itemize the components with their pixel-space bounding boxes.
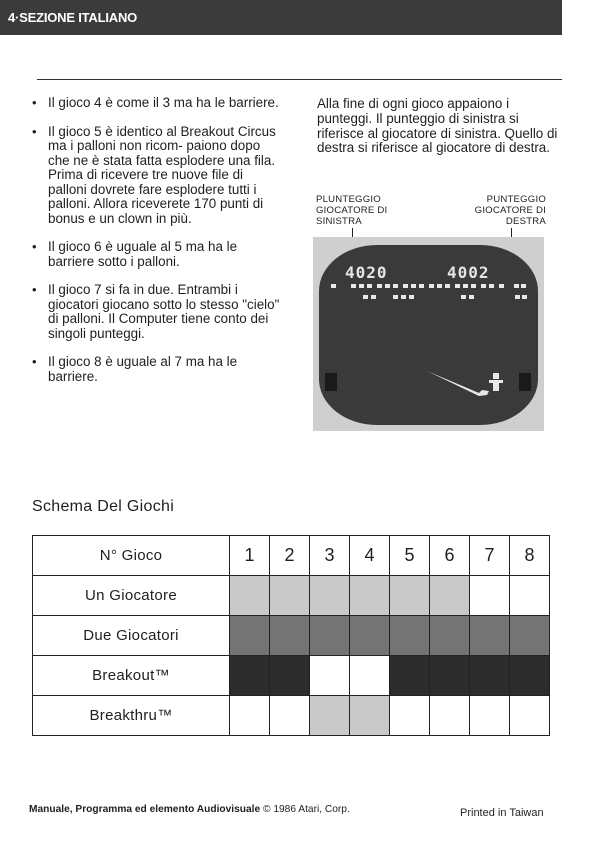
table-cell [230,696,270,736]
bullet-icon: • [32,239,37,254]
table-cell [230,656,270,696]
footer-printed: Printed in Taiwan [460,807,544,819]
list-item: • Il gioco 8 è uguale al 7 ma ha le barriere. [32,354,238,384]
schema-title: Schema Del Giochi [32,498,175,515]
table-cell [430,616,470,656]
bullet-icon: • [32,282,37,297]
table-cell [310,656,350,696]
list-item: • Il gioco 5 è identico al Breakout Circus ma i palloni non ricom- paiono dopo che ne è stata fatta esplodere una fila. Prima di ricevere tre nuove file di palloni dovrete fare esplodere tutti i palloni. Allora riceverete 170 punti di bonus e un clown in più. [32,123,276,226]
table-row [33,616,550,656]
table-cell [350,656,390,696]
game-number: 1 [230,536,270,576]
table-cell [390,696,430,736]
table-row [33,576,550,616]
row-label: Due Giocatori [33,616,230,656]
table-cell [270,696,310,736]
table-cell [310,576,350,616]
table-cell [270,576,310,616]
bullet-icon: • [32,95,37,110]
table-cell [470,616,510,656]
list-item: • Il gioco 7 si fa in due. Entrambi i giocatori giocano sotto lo stesso "cielo" di palloni. Il Computer tiene conto dei singoli punteggi. [32,282,280,341]
header-label: N° Gioco [33,536,230,576]
table-row [33,656,550,696]
row-label: Un Giocatore [33,576,230,616]
table-cell [350,576,390,616]
table-cell [430,656,470,696]
section-title: 4·SEZIONE ITALIANO [8,10,138,25]
table-cell [350,696,390,736]
left-score: 4020 [345,263,388,282]
table-cell [510,616,550,656]
table-cell [350,616,390,656]
footer-credits [29,804,350,815]
table-cell [470,696,510,736]
table-cell [510,656,550,696]
row-label: Breakout™ [33,656,230,696]
section-header-bar [0,0,562,35]
game-number: 7 [470,536,510,576]
horizontal-rule [37,79,562,80]
list-item: • Il gioco 4 è come il 3 ma ha le barriere. [32,95,279,110]
game-schema-table [32,535,550,736]
table-cell [390,576,430,616]
footer-manual-text: Manuale, Programma ed elemento Audiovisuale [29,804,261,815]
table-cell [430,576,470,616]
table-cell [230,576,270,616]
game-number: 6 [430,536,470,576]
table-cell [470,576,510,616]
table-cell [510,696,550,736]
bullet-icon: • [32,354,37,369]
table-cell [510,576,550,616]
scores-paragraph: Alla fine di ogni gioco appaiono i punteggi. Il punteggio di sinistra si riferisce al giocatore di sinistra. Quello di destra si riferisce al giocatore di destra. [317,96,558,156]
table-cell [270,656,310,696]
table-cell [390,656,430,696]
table-cell [470,656,510,696]
footer-copyright: © 1986 Atari, Corp. [263,804,350,815]
table-cell [230,616,270,656]
row-label: Breakthru™ [33,696,230,736]
tv-screen [319,245,538,425]
game-number: 2 [270,536,310,576]
game-number: 3 [310,536,350,576]
table-header-row [33,536,550,576]
game-description-list [32,96,282,398]
table-cell [310,616,350,656]
list-item: • Il gioco 6 è uguale al 5 ma ha le barriere sotto i palloni. [32,239,238,269]
table-cell [310,696,350,736]
right-score: 4002 [447,263,490,282]
game-screenshot [313,237,544,431]
game-number: 5 [390,536,430,576]
game-playfield [319,245,538,425]
table-row [33,696,550,736]
game-number: 4 [350,536,390,576]
right-score-label: PUNTEGGIO GIOCATORE DI DESTRA [474,194,546,227]
game-number: 8 [510,536,550,576]
table-cell [390,616,430,656]
table-cell [430,696,470,736]
left-score-label: PLUNTEGGIO GIOCATORE DI SINISTRA [316,194,388,227]
table-cell [270,616,310,656]
bullet-icon: • [32,123,37,139]
